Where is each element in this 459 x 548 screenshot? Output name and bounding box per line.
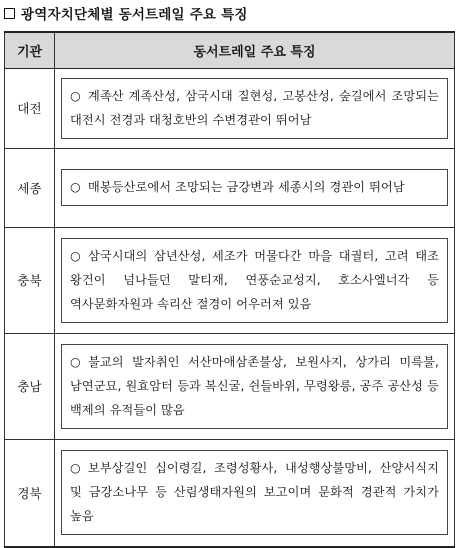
feature-box <box>61 450 448 535</box>
table-row <box>5 227 455 333</box>
feature-box <box>61 238 448 323</box>
bullet-icon: ○ <box>70 248 81 263</box>
table-row <box>5 333 455 439</box>
feature-box <box>61 78 448 139</box>
feature-cell <box>55 68 455 148</box>
feature-cell <box>55 227 455 333</box>
features-table <box>4 31 455 548</box>
region-cell: 대전 <box>5 68 55 148</box>
header-region: 기관 <box>5 32 55 68</box>
bullet-icon: ○ <box>70 88 81 103</box>
feature-text: 보부상길인 십이령길, 조령성황사, 내성행상불망비, 산양서식지 및 금강소나무 등 산림생태자원의 보고이며 문화적 경관적 가치가 높음 <box>70 461 439 524</box>
feature-text: 매봉등산로에서 조망되는 금강변과 세종시의 경관이 뛰어남 <box>88 180 405 194</box>
feature-box <box>61 344 448 429</box>
section-title <box>4 2 248 24</box>
region-cell: 충북 <box>5 227 55 333</box>
table-header-row <box>5 32 455 68</box>
table-row <box>5 439 455 547</box>
feature-text: 삼국시대의 삼년산성, 세조가 머물다간 마을 대궐터, 고려 태조 왕건이 넘나들던 말티재, 연풍순교성지, 호소사엘너각 등 역사문화자원과 속리산 절경이 어우러져 있음 <box>70 248 439 311</box>
page-title: 광역자치단체별 동서트레일 주요 특징 <box>21 7 248 23</box>
region-cell: 충남 <box>5 333 55 439</box>
bullet-icon: ○ <box>70 354 81 369</box>
header-features: 동서트레일 주요 특징 <box>55 32 455 68</box>
region-cell: 세종 <box>5 148 55 227</box>
bullet-icon: ○ <box>70 180 81 194</box>
feature-cell <box>55 148 455 227</box>
checkbox-icon <box>4 8 15 19</box>
feature-text: 불교의 발자취인 서산마애삼존불상, 보원사지, 상가리 미륵불, 남연군묘, 원효암터 등과 복신굴, 쉰들바위, 무령왕릉, 공주 공산성 등 백제의 유적들이 많음 <box>70 354 439 417</box>
feature-cell <box>55 333 455 439</box>
table-row <box>5 68 455 148</box>
feature-text: 계족산 계족산성, 삼국시대 질현성, 고봉산성, 숲길에서 조망되는 대전시 전경과 대청호반의 수변경관이 뛰어남 <box>70 88 439 127</box>
feature-cell <box>55 439 455 547</box>
region-cell: 경북 <box>5 439 55 547</box>
bullet-icon: ○ <box>70 461 81 476</box>
table-row <box>5 148 455 227</box>
feature-box <box>61 169 448 206</box>
